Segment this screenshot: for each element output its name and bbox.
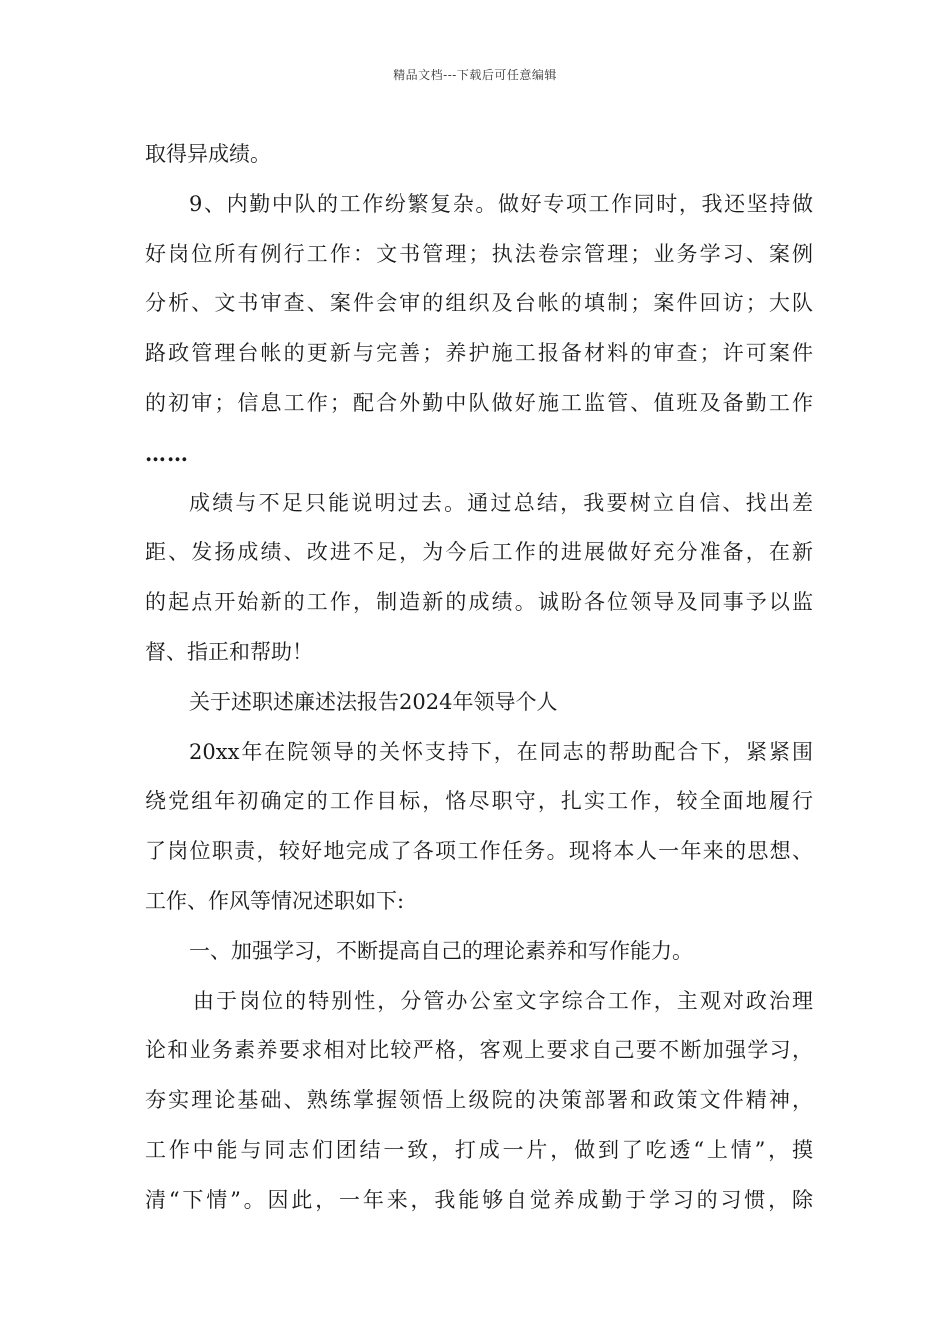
text-line: 夯实理论基础、熟练掌握领悟上级院的决策部署和政策文件精神，: [145, 1088, 813, 1113]
text-line: 成绩与不足只能说明过去。通过总结，我要树立自信、找出差: [189, 490, 813, 515]
text-line: 督、指正和帮助！: [145, 639, 313, 664]
text-line: 工作中能与同志们团结一致，打成一片，做到了吃透“上情”，摸: [145, 1137, 813, 1162]
text-line: 好岗位所有例行工作：文书管理；执法卷宗管理；业务学习、案例: [145, 241, 813, 266]
text-line: 绕党组年初确定的工作目标，恪尽职守，扎实工作，较全面地履行: [145, 789, 813, 814]
text-line: 由于岗位的特别性，分管办公室文字综合工作，主观对政治理: [193, 988, 813, 1013]
page-header: 精品文档---下载后可任意编辑: [393, 68, 557, 82]
text-line: 分析、文书审查、案件会审的组织及台帐的填制；案件回访；大队: [145, 291, 813, 316]
text-line: 一、加强学习，不断提高自己的理论素养和写作能力。: [189, 938, 693, 963]
text-line: 了岗位职责，较好地完成了各项工作任务。现将本人一年来的思想、: [145, 839, 813, 864]
text-line: ……: [145, 440, 189, 466]
text-line: 距、发扬成绩、改进不足，为今后工作的进展做好充分准备，在新: [145, 540, 813, 565]
document-body: [145, 130, 813, 1226]
text-line: 论和业务素养要求相对比较严格，客观上要求自己要不断加强学习，: [145, 1038, 813, 1063]
text-line: 20xx年在院领导的关怀支持下，在同志的帮助配合下，紧紧围: [189, 739, 813, 764]
text-line: 路政管理台帐的更新与完善；养护施工报备材料的审查；许可案件: [145, 341, 813, 366]
text-line: 关于述职述廉述法报告2024年领导个人: [189, 689, 558, 714]
text-line: 工作、作风等情况述职如下:: [145, 888, 405, 913]
text-line: 的起点开始新的工作，制造新的成绩。诚盼各位领导及同事予以监: [145, 590, 813, 615]
text-line: 9、内勤中队的工作纷繁复杂。做好专项工作同时，我还坚持做: [189, 191, 813, 216]
text-line: 取得异成绩。: [145, 142, 271, 166]
text-line: 的初审；信息工作；配合外勤中队做好施工监管、值班及备勤工作: [145, 390, 813, 415]
text-line: 清“下情”。因此，一年来，我能够自觉养成勤于学习的习惯，除: [145, 1187, 813, 1212]
